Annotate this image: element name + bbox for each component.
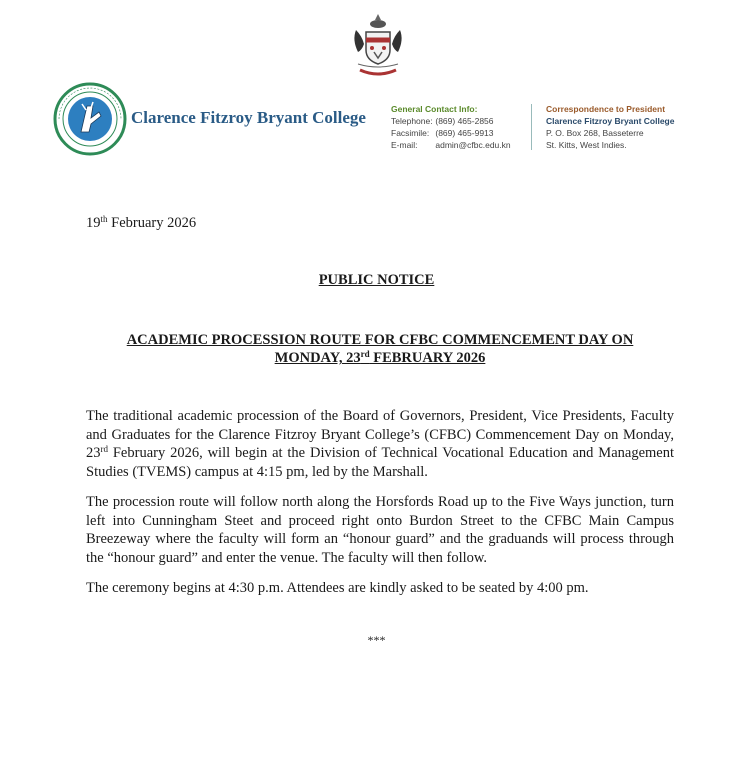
telephone-value: (869) 465-2856 <box>435 116 494 126</box>
notice-headline: ACADEMIC PROCESSION ROUTE FOR CFBC COMMENCEMENT DAY ON MONDAY, 23rd FEBRUARY 2026 <box>126 332 634 366</box>
end-of-notice-mark: *** <box>367 633 386 647</box>
president-address-line1: P. O. Box 268, Basseterre <box>546 128 644 138</box>
president-contact-heading: Correspondence to President <box>546 104 666 114</box>
general-contact-heading: General Contact Info: <box>391 104 478 114</box>
facsimile-value: (869) 465-9913 <box>435 128 494 138</box>
general-contact-block <box>391 103 531 151</box>
contact-divider <box>531 104 532 150</box>
paragraph-procession-start: The traditional academic procession of the Board of Governors, President, Vice Presidents, Faculty and Graduates for the Clarence Fitzroy Bryant College’s (CFBC) Commencement Day on Monday, 23rd February 2026, will begin at the Division of Technical Vocational Education and Management Studies (TVEMS) campus at 4:15 pm, led by the Marshall. <box>86 408 674 480</box>
president-address-line2: St. Kitts, West Indies. <box>546 140 627 150</box>
notice-date: 19th February 2026 <box>86 214 197 231</box>
college-name: Clarence Fitzroy Bryant College <box>131 108 366 127</box>
facsimile-label: Facsimile: <box>391 128 430 138</box>
public-notice-title: PUBLIC NOTICE <box>318 272 435 288</box>
email-label: E-mail: <box>391 140 418 150</box>
president-college-name: Clarence Fitzroy Bryant College <box>546 116 675 126</box>
paragraph-procession-route: The procession route will follow north along the Horsfords Road up to the Five Ways junction, turn left into Cunningham Steet and proceed right onto Burdon Street to the CFBC Main Campus Breezeway where the faculty will form an “honour guard” and the graduands will process through the “honour guard” and enter the venue. The faculty will then follow. <box>86 494 674 566</box>
coat-of-arms-emblem <box>348 12 408 78</box>
email-value: admin@cfbc.edu.kn <box>435 140 511 150</box>
college-seal-logo <box>53 82 127 156</box>
president-contact-block <box>546 103 706 151</box>
telephone-label: Telephone: <box>391 116 433 126</box>
paragraph-ceremony-time: The ceremony begins at 4:30 p.m. Attendees are kindly asked to be seated by 4:00 pm. <box>86 580 589 596</box>
